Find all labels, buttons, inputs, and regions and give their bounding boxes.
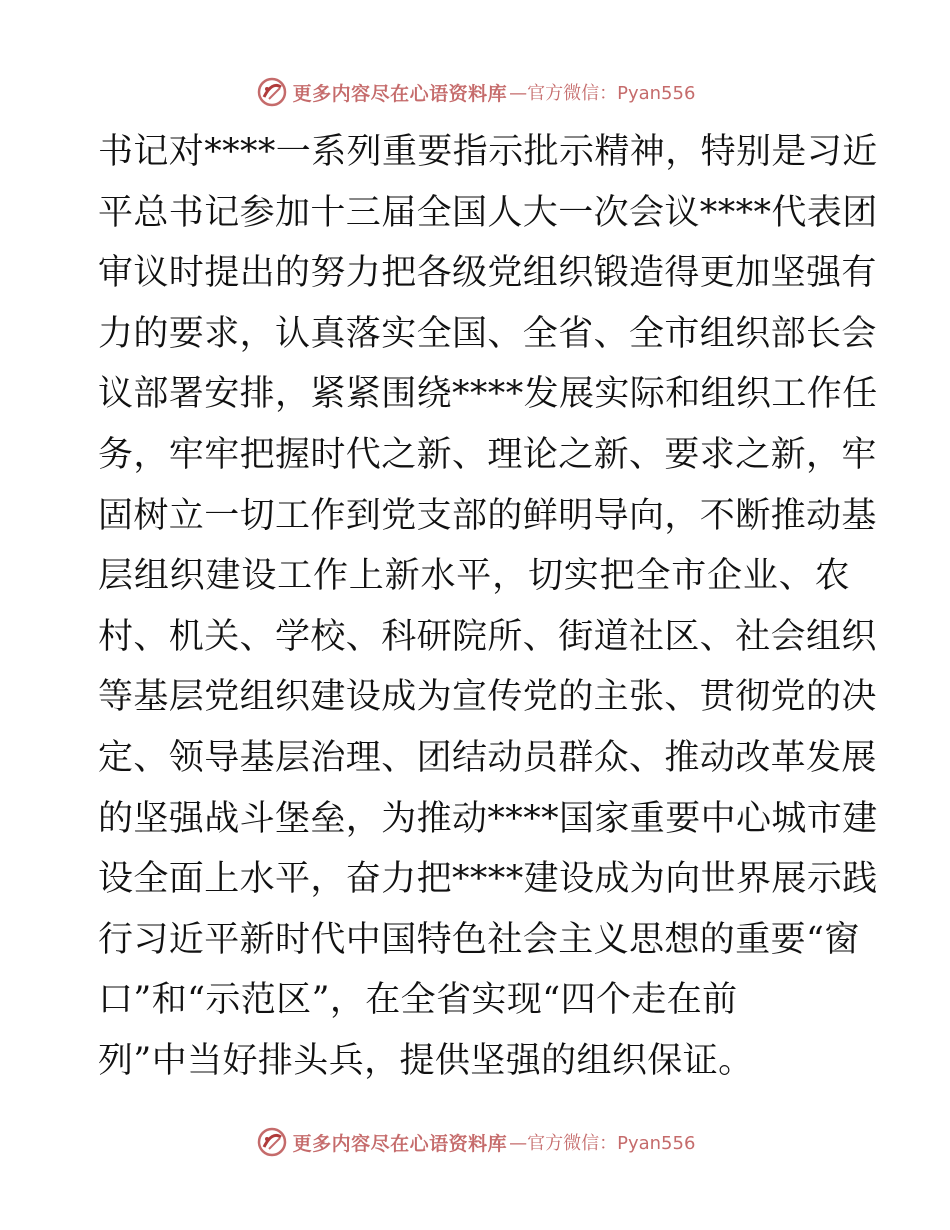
footer-banner-main: 更多内容尽在心语资料库 [292, 1132, 508, 1155]
footer-watermark [0, 1122, 950, 1162]
text-line: 列”中当好排头兵，提供坚强的组织保证。 [98, 1040, 754, 1081]
text-line: 村、机关、学校、科研院所、街道社区、社会组织 [98, 616, 877, 657]
footer-banner-sub: —官方微信：Pyan556 [509, 1133, 696, 1154]
text-line: 书记对****一系列重要指示批示精神，特别是习近 [98, 132, 878, 172]
header-watermark [0, 72, 950, 112]
text-line: 行习近平新时代中国特色社会主义思想的重要“窗 [98, 919, 860, 960]
logo-icon [255, 75, 289, 109]
header-banner-sub: —官方微信：Pyan556 [509, 83, 696, 104]
text-line: 的坚强战斗堡垒，为推动****国家重要中心城市建 [98, 798, 878, 839]
text-line: 务，牢牢把握时代之新、理论之新、要求之新，牢 [98, 434, 877, 475]
document-body [98, 122, 878, 1092]
text-line: 力的要求，认真落实全国、全省、全市组织部长会 [98, 313, 877, 354]
text-line: 议部署安排，紧紧围绕****发展实际和组织工作任 [98, 374, 878, 415]
text-line: 设全面上水平，奋力把****建设成为向世界展示践 [98, 859, 878, 900]
text-line: 审议时提出的努力把各级党组织锻造得更加坚强有 [98, 253, 877, 294]
text-line: 口”和“示范区”，在全省实现“四个走在前 [98, 980, 738, 1021]
logo-icon [255, 1125, 289, 1159]
text-line: 定、领导基层治理、团结动员群众、推动改革发展 [98, 737, 877, 778]
header-banner-main: 更多内容尽在心语资料库 [292, 82, 508, 105]
text-line: 层组织建设工作上新水平，切实把全市企业、农 [98, 556, 850, 597]
text-line: 等基层党组织建设成为宣传党的主张、贯彻党的决 [98, 677, 877, 718]
text-line: 固树立一切工作到党支部的鲜明导向，不断推动基 [98, 495, 877, 536]
text-line: 平总书记参加十三届全国人大一次会议****代表团 [98, 192, 878, 233]
